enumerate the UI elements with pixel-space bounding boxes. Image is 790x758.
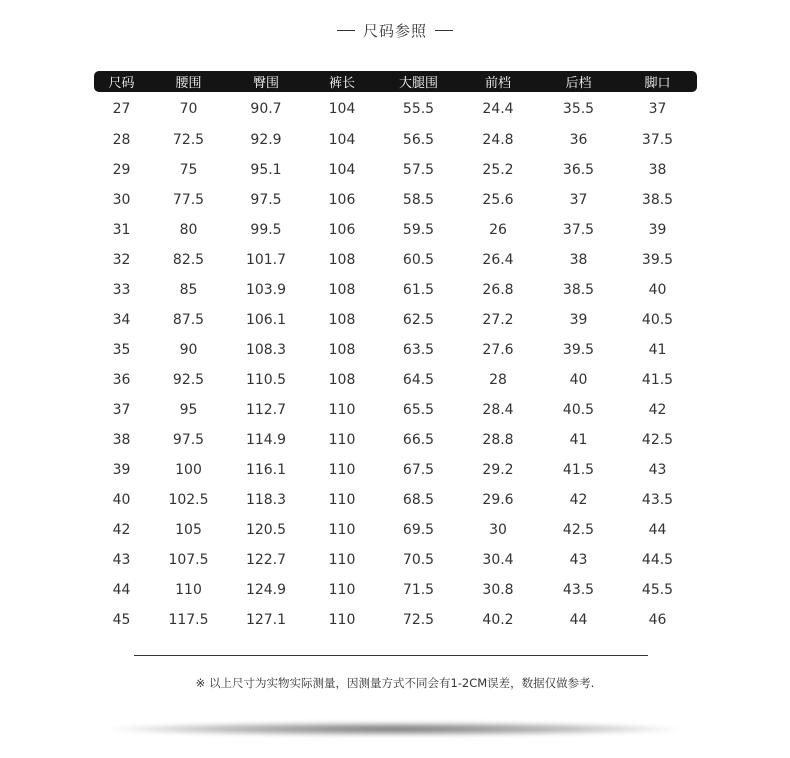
table-cell: 105 [175,522,202,538]
table-cell: 29 [112,162,131,178]
table-cell: 63.5 [402,342,435,358]
table-cell: 35 [112,342,131,358]
table-cell: 92.9 [250,132,282,148]
table-cell: 69.5 [402,522,435,538]
table-cell: 26.8 [482,282,514,298]
table-cell: 116.1 [245,462,287,478]
table-cell: 28 [489,372,507,388]
table-cell: 41.5 [641,372,674,388]
table-cell: 127.1 [245,612,287,628]
table-cell: 102.5 [168,492,209,508]
table-cell: 39.5 [641,252,674,268]
table-row [94,455,697,485]
page-title: 尺码参照 [362,22,427,40]
table-cell: 56.5 [402,132,435,148]
table-cell: 26.4 [482,252,514,268]
table-cell: 39.5 [562,342,595,358]
table-cell: 122.7 [245,552,287,568]
page-title-row [0,20,790,41]
table-cell: 58.5 [402,192,435,208]
table-cell: 57.5 [402,162,435,178]
table-header-row [94,71,697,92]
table-cell: 67.5 [402,462,435,478]
table-cell: 30 [112,192,131,208]
table-cell: 82.5 [172,252,205,268]
table-row [94,515,697,545]
table-body [94,92,697,635]
column-header: 脚口 [618,71,697,92]
table-row [94,125,697,155]
table-cell: 43 [112,552,131,568]
column-header: 前档 [457,71,539,92]
table-cell: 72.5 [172,132,205,148]
table-cell: 110.5 [245,372,287,388]
table-row [94,335,697,365]
table-cell: 97.5 [250,192,282,208]
table-cell: 30.8 [482,582,514,598]
table-cell: 107.5 [168,552,209,568]
table-cell: 38.5 [562,282,595,298]
table-cell: 120.5 [245,522,287,538]
table-cell: 32 [112,252,131,268]
table-cell: 40 [648,282,667,298]
table-row [94,215,697,245]
table-cell: 118.3 [245,492,287,508]
table-cell: 25.6 [482,192,514,208]
table-cell: 40 [112,492,131,508]
table-cell: 110 [328,582,356,598]
table-cell: 37 [569,192,588,208]
title-dash-right [435,30,453,31]
table-cell: 55.5 [402,100,435,117]
table-cell: 80 [179,222,198,238]
table-cell: 108 [328,372,356,388]
table-cell: 71.5 [402,582,435,598]
table-cell: 43 [648,462,667,478]
table-cell: 95 [179,402,198,418]
table-cell: 108 [328,342,356,358]
table-cell: 27 [112,100,131,117]
measurement-note: ※ 以上尺寸为实物实际测量，因测量方式不同会有1-2CM误差，数据仅做参考. [195,676,595,690]
table-cell: 31 [112,222,131,238]
title-dash-left [337,30,355,31]
table-cell: 37.5 [641,132,674,148]
table-cell: 26 [489,222,507,238]
table-cell: 108 [328,312,356,328]
table-cell: 43.5 [641,492,674,508]
table-cell: 40.2 [482,612,514,628]
table-cell: 44.5 [641,552,674,568]
table-cell: 45 [112,612,131,628]
table-cell: 36.5 [562,162,595,178]
table-cell: 43.5 [562,582,595,598]
table-cell: 112.7 [245,402,287,418]
table-cell: 42.5 [562,522,595,538]
table-cell: 39 [569,312,588,328]
table-cell: 37.5 [562,222,595,238]
table-row [94,425,697,455]
table-cell: 38.5 [641,192,674,208]
table-cell: 62.5 [402,312,435,328]
table-cell: 87.5 [172,312,205,328]
table-cell: 36 [569,132,588,148]
table-cell: 100 [175,462,202,478]
table-row [94,275,697,305]
table-cell: 60.5 [402,252,435,268]
table-cell: 46 [648,612,667,628]
table-cell: 42 [112,522,131,538]
table-cell: 77.5 [172,192,205,208]
table-cell: 44 [648,522,667,538]
column-header: 臀围 [228,71,304,92]
table-cell: 41 [569,432,588,448]
table-cell: 28 [112,132,131,148]
table-cell: 117.5 [168,612,209,628]
table-cell: 61.5 [402,282,435,298]
table-row [94,185,697,215]
size-chart-table [94,71,697,635]
table-row [94,605,697,635]
table-cell: 29.6 [482,492,514,508]
table-cell: 103.9 [245,282,287,298]
table-cell: 110 [328,462,356,478]
table-cell: 38 [569,252,588,268]
table-cell: 24.4 [482,100,514,117]
table-cell: 33 [112,282,131,298]
table-cell: 101.7 [245,252,287,268]
table-cell: 28.8 [482,432,514,448]
table-cell: 106.1 [245,312,287,328]
table-cell: 92.5 [172,372,205,388]
table-cell: 25.2 [482,162,514,178]
column-header: 尺码 [94,71,149,92]
column-header: 腰围 [149,71,228,92]
table-cell: 110 [328,432,356,448]
table-cell: 27.6 [482,342,514,358]
table-cell: 114.9 [245,432,287,448]
table-row [94,305,697,335]
table-row [94,485,697,515]
table-cell: 27.2 [482,312,514,328]
table-cell: 44 [112,582,131,598]
table-cell: 42 [569,492,588,508]
table-cell: 70 [179,100,198,117]
bottom-shadow [108,722,680,736]
table-cell: 38 [112,432,131,448]
table-cell: 59.5 [402,222,435,238]
table-cell: 66.5 [402,432,435,448]
table-cell: 108 [328,282,356,298]
table-cell: 35.5 [562,100,595,117]
table-cell: 106 [328,222,356,238]
table-cell: 34 [112,312,131,328]
table-row [94,92,697,125]
table-cell: 36 [112,372,131,388]
table-cell: 43 [569,552,588,568]
table-cell: 64.5 [402,372,435,388]
column-header: 大腿围 [380,71,457,92]
table-cell: 38 [648,162,667,178]
table-cell: 110 [175,582,202,598]
table-cell: 29.2 [482,462,514,478]
table-cell: 41 [648,342,667,358]
table-cell: 95.1 [250,162,282,178]
table-cell: 99.5 [250,222,282,238]
table-cell: 75 [179,162,198,178]
table-row [94,395,697,425]
table-cell: 110 [328,402,356,418]
table-cell: 39 [648,222,667,238]
table-cell: 30.4 [482,552,514,568]
table-cell: 40.5 [562,402,595,418]
divider [134,655,648,656]
table-cell: 110 [328,492,356,508]
table-cell: 97.5 [172,432,205,448]
column-header: 裤长 [304,71,380,92]
table-cell: 40 [569,372,588,388]
table-cell: 108 [328,252,356,268]
table-cell: 42.5 [641,432,674,448]
table-row [94,545,697,575]
table-row [94,365,697,395]
table-cell: 28.4 [482,402,514,418]
table-cell: 39 [112,462,131,478]
table-row [94,155,697,185]
table-cell: 40.5 [641,312,674,328]
table-cell: 110 [328,552,356,568]
table-cell: 90 [179,342,198,358]
table-cell: 104 [328,162,356,178]
table-cell: 104 [328,132,356,148]
table-cell: 41.5 [562,462,595,478]
table-row [94,245,697,275]
table-cell: 108.3 [245,342,287,358]
column-header: 后档 [539,71,618,92]
table-cell: 72.5 [402,612,435,628]
table-cell: 124.9 [245,582,287,598]
table-cell: 44 [569,612,588,628]
table-cell: 85 [179,282,198,298]
table-cell: 65.5 [402,402,435,418]
table-cell: 104 [328,100,356,117]
table-cell: 30 [489,522,507,538]
table-cell: 70.5 [402,552,435,568]
table-cell: 37 [112,402,131,418]
table-cell: 42 [648,402,667,418]
table-cell: 68.5 [402,492,435,508]
table-cell: 110 [328,612,356,628]
table-cell: 24.8 [482,132,514,148]
table-cell: 37 [648,100,667,117]
table-cell: 45.5 [641,582,674,598]
table-cell: 90.7 [250,100,282,117]
table-cell: 110 [328,522,356,538]
table-cell: 106 [328,192,356,208]
table-row [94,575,697,605]
